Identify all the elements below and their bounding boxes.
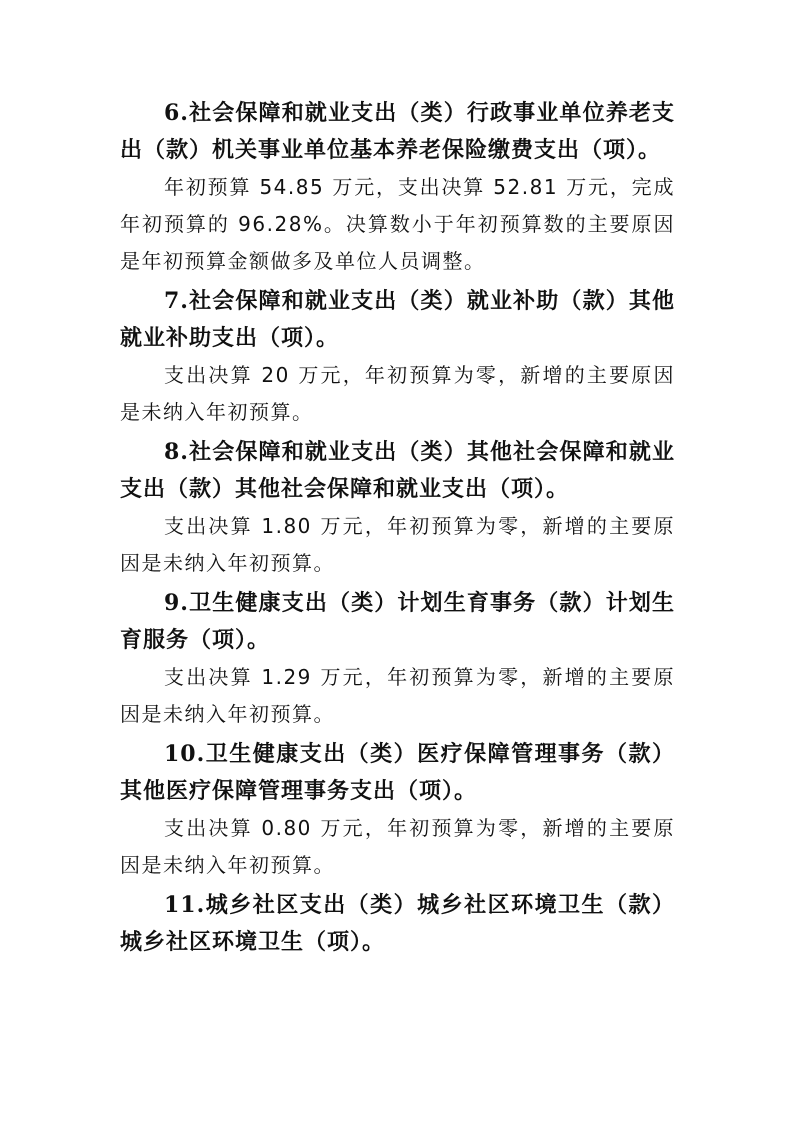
section-body-9: 支出决算 1.29 万元，年初预算为零，新增的主要原因是未纳入年初预算。 (120, 665, 675, 726)
section-heading-6: 6.社会保障和就业支出（类）行政事业单位养老支出（款）机关事业单位基本养老保险缴费支出（项）。 (120, 100, 675, 163)
section-heading-9: 9.卫生健康支出（类）计划生育事务（款）计划生育服务（项）。 (120, 590, 675, 653)
section-body-8: 支出决算 1.80 万元，年初预算为零，新增的主要原因是未纳入年初预算。 (120, 514, 675, 575)
section-body-6: 年初预算 54.85 万元，支出决算 52.81 万元，完成年初预算的 96.28%。决算数小于年初预算数的主要原因是年初预算金额做多及单位人员调整。 (120, 175, 675, 273)
section-heading-11: 11.城乡社区支出（类）城乡社区环境卫生（款）城乡社区环境卫生（项）。 (120, 892, 675, 955)
section-body-10: 支出决算 0.80 万元，年初预算为零，新增的主要原因是未纳入年初预算。 (120, 816, 675, 877)
section-heading-7: 7.社会保障和就业支出（类）就业补助（款）其他就业补助支出（项）。 (120, 288, 675, 351)
document-body (120, 95, 675, 961)
section-body-7: 支出决算 20 万元，年初预算为零，新增的主要原因是未纳入年初预算。 (120, 363, 675, 424)
section-heading-10: 10.卫生健康支出（类）医疗保障管理事务（款）其他医疗保障管理事务支出（项）。 (120, 741, 675, 804)
section-heading-8: 8.社会保障和就业支出（类）其他社会保障和就业支出（款）其他社会保障和就业支出（项）。 (120, 439, 675, 502)
